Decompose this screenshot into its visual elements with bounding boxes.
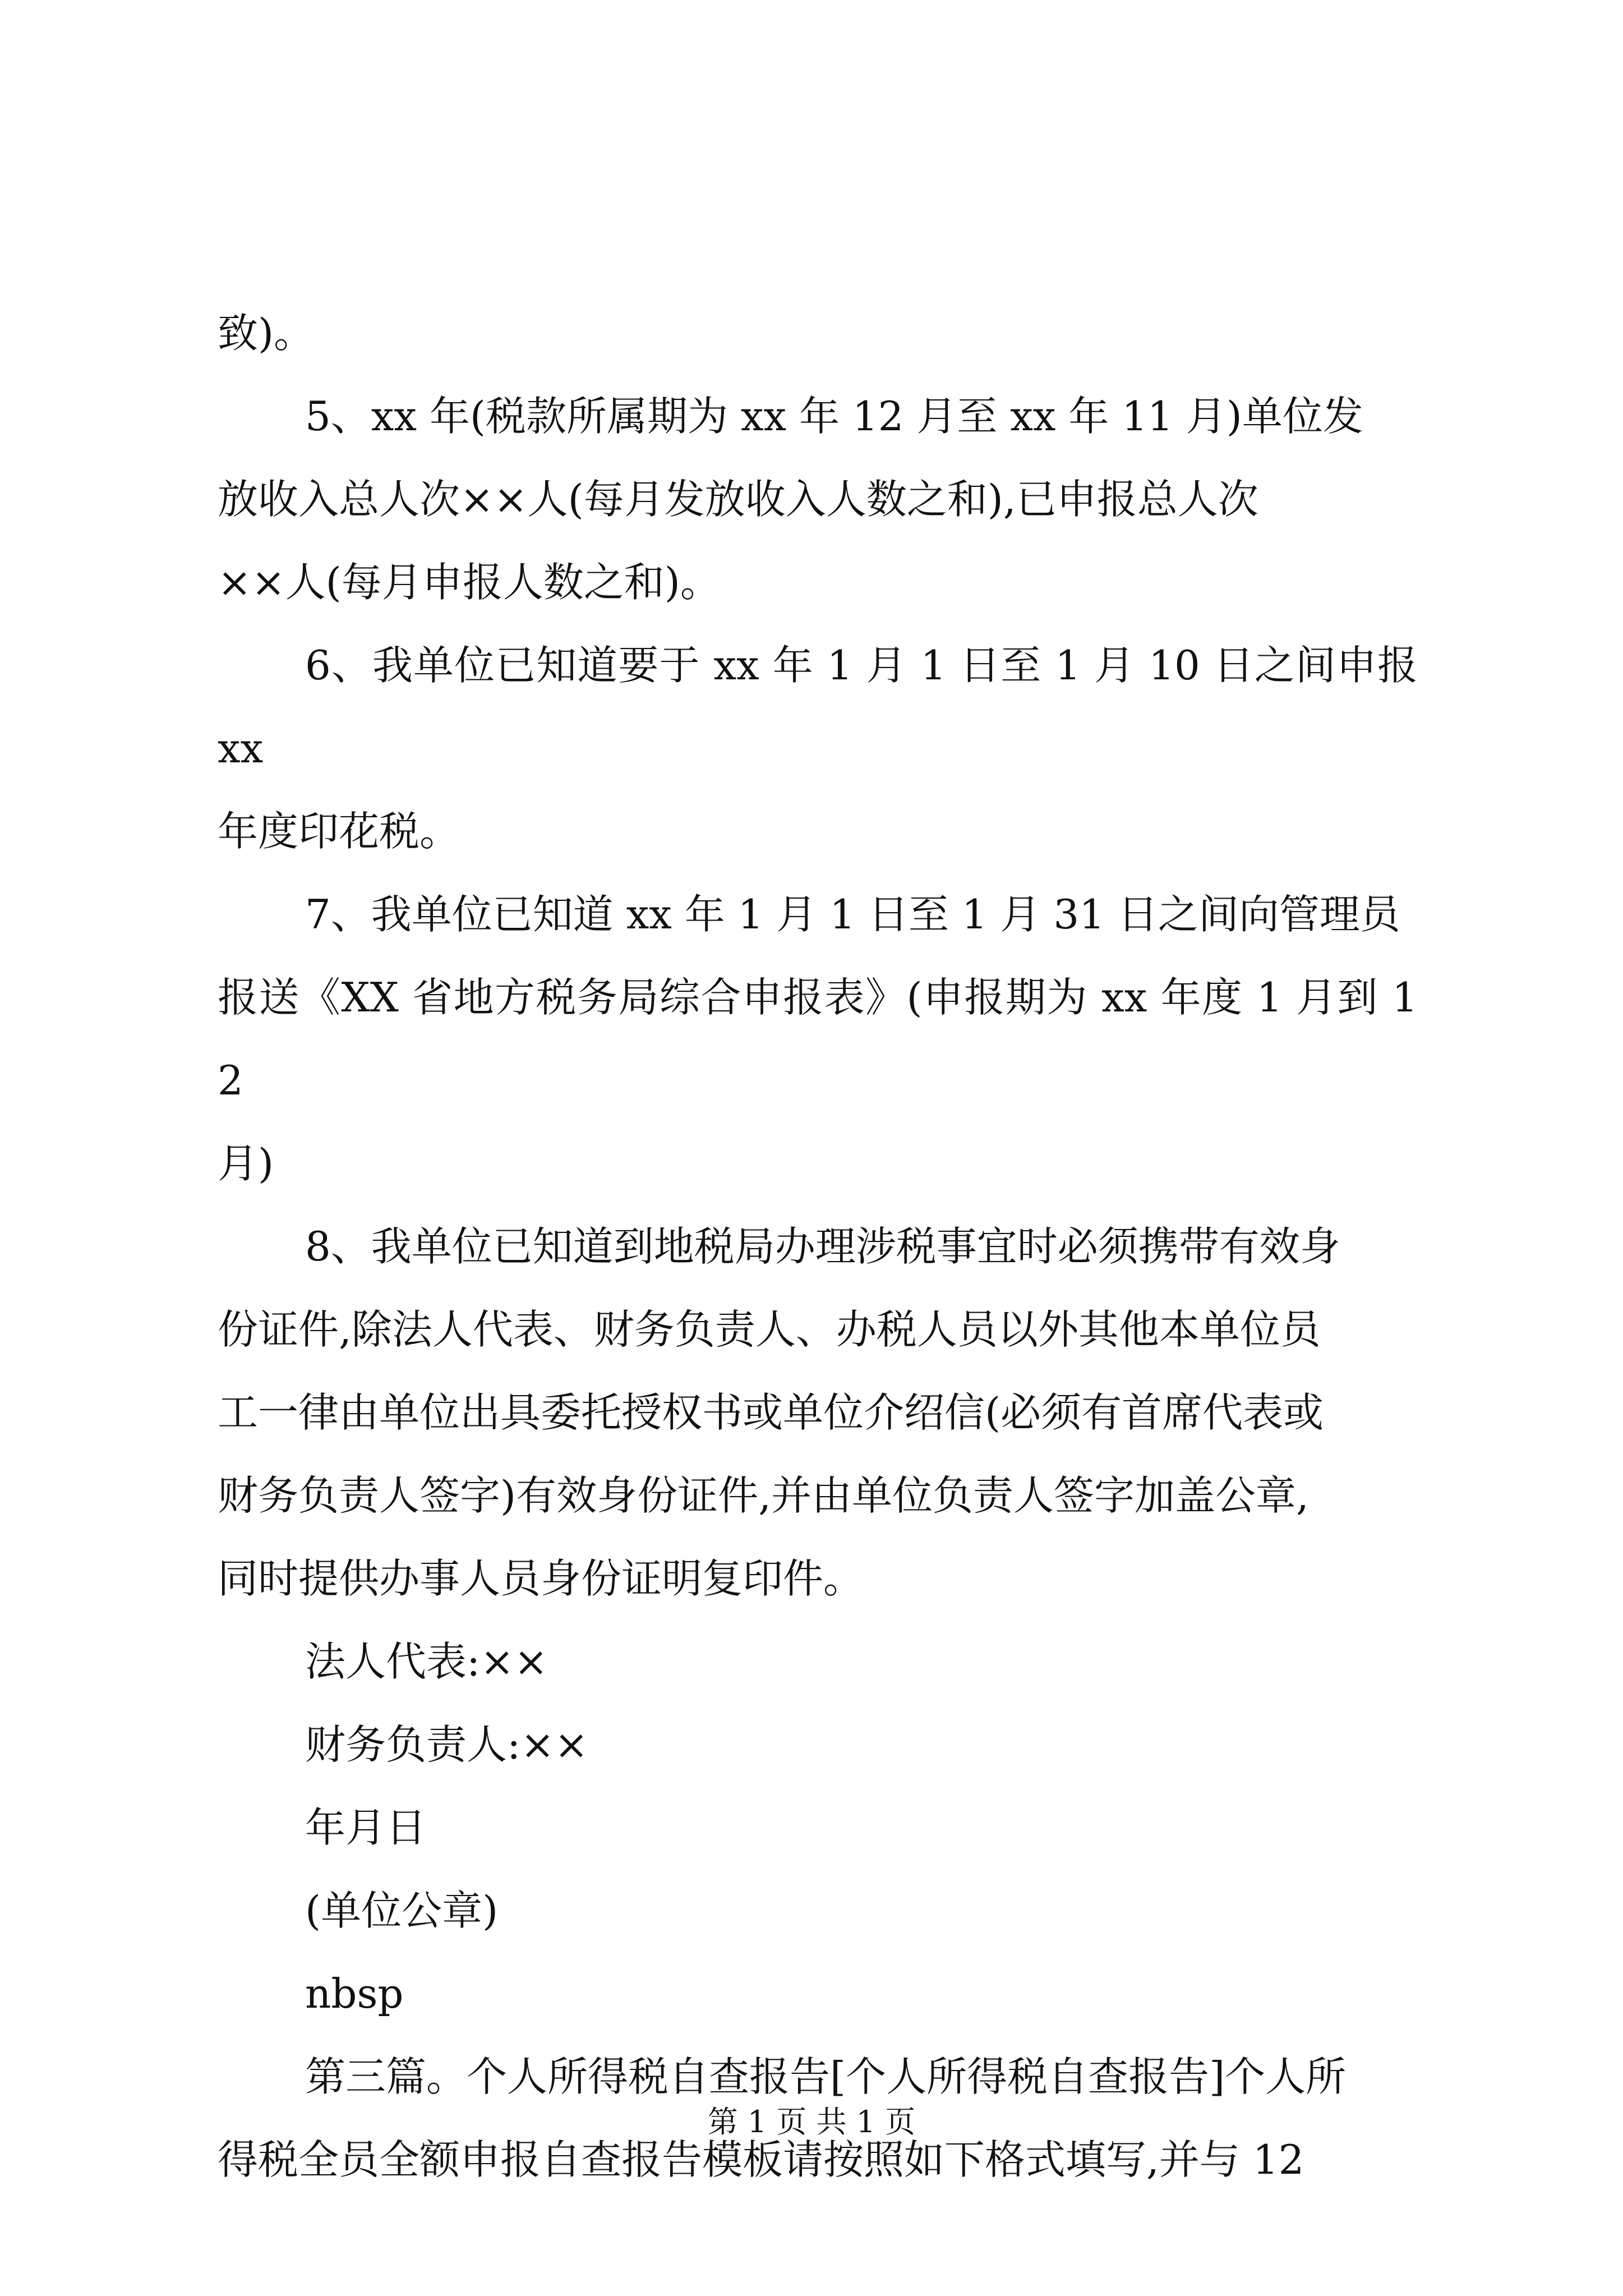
text-line: 份证件,除法人代表、财务负责人、办税人员以外其他本单位员 — [218, 1306, 1321, 1353]
nbsp-text: nbsp — [305, 1970, 404, 2017]
text-line: 5、xx 年(税款所属期为 xx 年 12 月至 xx 年 11 月)单位发 — [305, 393, 1363, 440]
finance-head: 财务负责人:×× — [305, 1721, 588, 1768]
signature-date: 年月日 — [305, 1804, 427, 1851]
paragraph-continuation — [218, 292, 1418, 375]
company-seal-label: (单位公章) — [305, 1887, 499, 1934]
text-line: 得税全员全额申报自查报告模板请按照如下格式填写,并与 12 — [218, 2136, 1304, 2183]
text-line: 7、我单位已知道 xx 年 1 月 1 日至 1 月 31 日之间向管理员 — [305, 891, 1400, 938]
text-line: 报送《XX 省地方税务局综合申报表》(申报期为 xx 年度 1 月到 12 — [218, 974, 1418, 1104]
text-line: 6、我单位已知道要于 xx 年 1 月 1 日至 1 月 10 日之间申报 xx — [218, 642, 1418, 772]
text-line: 8、我单位已知道到地税局办理涉税事宜时必须携带有效身 — [305, 1223, 1340, 1270]
text-line: 年度印花税。 — [218, 808, 460, 855]
text-line: ××人(每月申报人数之和)。 — [218, 559, 721, 606]
page-number-footer: 第 1 页 共 1 页 — [707, 2104, 916, 2139]
document-body — [218, 292, 1418, 2201]
legal-representative: 法人代表:×× — [305, 1638, 548, 1685]
text-line: 致)。 — [218, 310, 315, 357]
text-line: 工一律由单位出具委托授权书或单位介绍信(必须有首席代表或 — [218, 1389, 1324, 1436]
paragraph-item-6 — [218, 624, 1418, 873]
text-line: 放收入总人次××人(每月发放收入人数之和),已申报总人次 — [218, 476, 1258, 523]
text-line: 月) — [218, 1140, 274, 1187]
text-line: 同时提供办事人员身份证明复印件。 — [218, 1555, 864, 1602]
paragraph-item-7 — [218, 873, 1418, 1205]
text-line: 财务负责人签字)有效身份证件,并由单位负责人签字加盖公章, — [218, 1472, 1309, 1519]
paragraph-item-8 — [218, 1205, 1418, 1620]
text-line: 第三篇。个人所得税自查报告[个人所得税自查报告]个人所 — [305, 2053, 1347, 2100]
paragraph-item-5 — [218, 375, 1418, 624]
